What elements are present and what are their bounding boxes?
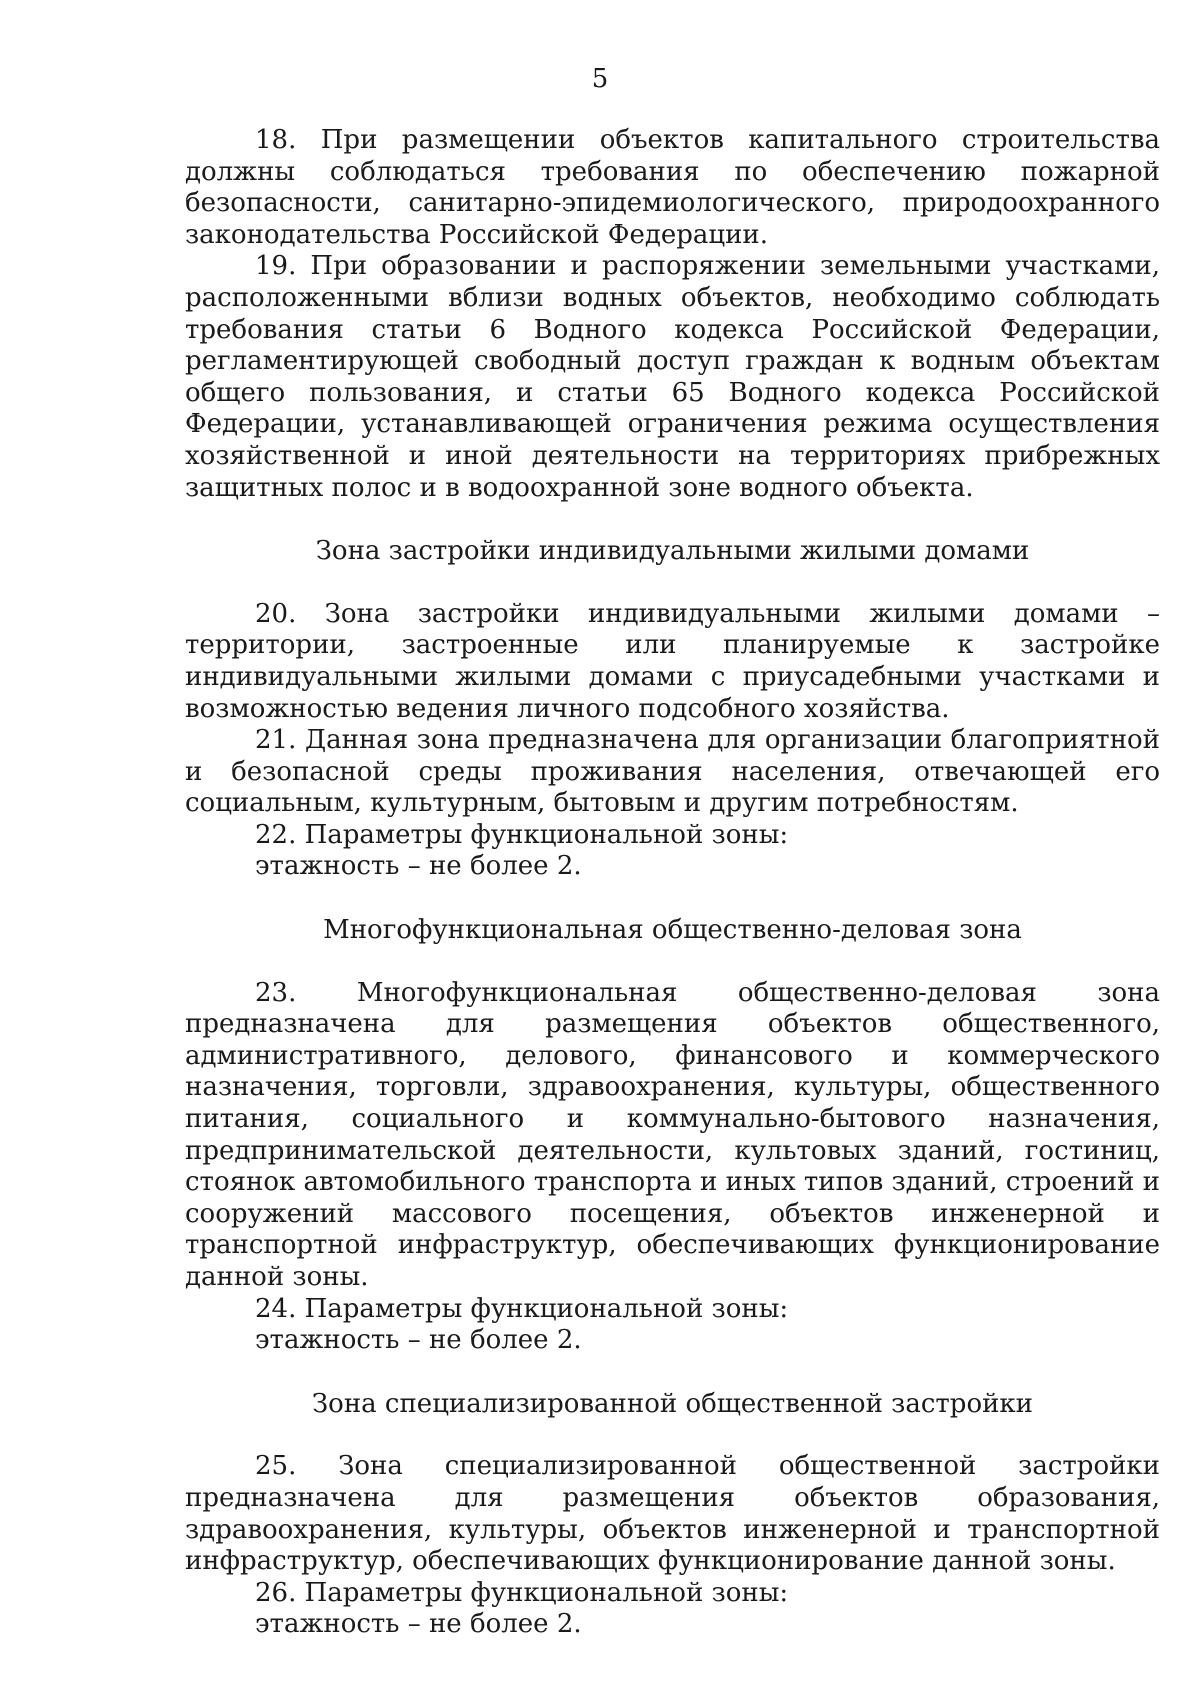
section-heading-individual-housing: Зона застройки индивидуальными жилыми домами: [315, 536, 1030, 567]
paragraph-19: 19. При образовании и распоряжении земельными участками, расположенными вблизи водных объектов, необходимо соблюдать требования статьи 6 Водного кодекса Российской Федерации, регламентирующей свободный доступ граждан к водным объектам общего пользования, и статьи 65 Водного кодекса Российской Федерации, устанавливающей ограничения режима осуществления хозяйственной и иной деятельности на территориях прибрежных защитных полос и в водоохранной зоне водного объекта.: [185, 251, 1160, 503]
document-body: [185, 125, 1160, 1641]
page-number: 5: [591, 64, 609, 94]
parameter-floors-22: этажность – не более 2.: [255, 851, 582, 882]
section-heading-specialized-public: Зона специализированной общественной застройки: [311, 1388, 1034, 1419]
paragraph-24: 24. Параметры функциональной зоны:: [255, 1293, 789, 1324]
section-heading-multifunctional: Многофункциональная общественно-деловая зона: [323, 915, 1022, 946]
paragraph-26: 26. Параметры функциональной зоны:: [255, 1577, 789, 1608]
paragraph-23: 23. Многофункциональная общественно-деловая зона предназначена для размещения объектов общественного, административного, делового, финансового и коммерческого назначения, торговли, здравоохранения, культуры, общественного питания, социального и коммунально-бытового назначения, предпринимательской деятельности, культовых зданий, гостиниц, стоянок автомобильного транспорта и иных типов зданий, строений и сооружений массового посещения, объектов инженерной и транспортной инфраструктур, обеспечивающих функционирование данной зоны.: [185, 977, 1160, 1292]
paragraph-18: 18. При размещении объектов капитального строительства должны соблюдаться требования по обеспечению пожарной безопасности, санитарно-эпидемиологического, природоохранного законодательства Российской Федерации.: [185, 125, 1160, 250]
paragraph-21: 21. Данная зона предназначена для организации благоприятной и безопасной среды проживания населения, отвечающей его социальным, культурным, бытовым и другим потребностям.: [185, 725, 1160, 819]
paragraph-22: 22. Параметры функциональной зоны:: [255, 819, 789, 850]
parameter-floors-24: этажность – не более 2.: [255, 1325, 582, 1356]
paragraph-20: 20. Зона застройки индивидуальными жилыми домами – территории, застроенные или планируемые к застройке индивидуальными жилыми домами с приусадебными участками и возможностью ведения личного подсобного хозяйства.: [185, 598, 1160, 724]
paragraph-25: 25. Зона специализированной общественной застройки предназначена для размещения объектов образования, здравоохранения, культуры, объектов инженерной и транспортной инфраструктур, обеспечивающих функционирование данной зоны.: [185, 1451, 1160, 1577]
parameter-floors-26: этажность – не более 2.: [255, 1609, 582, 1640]
